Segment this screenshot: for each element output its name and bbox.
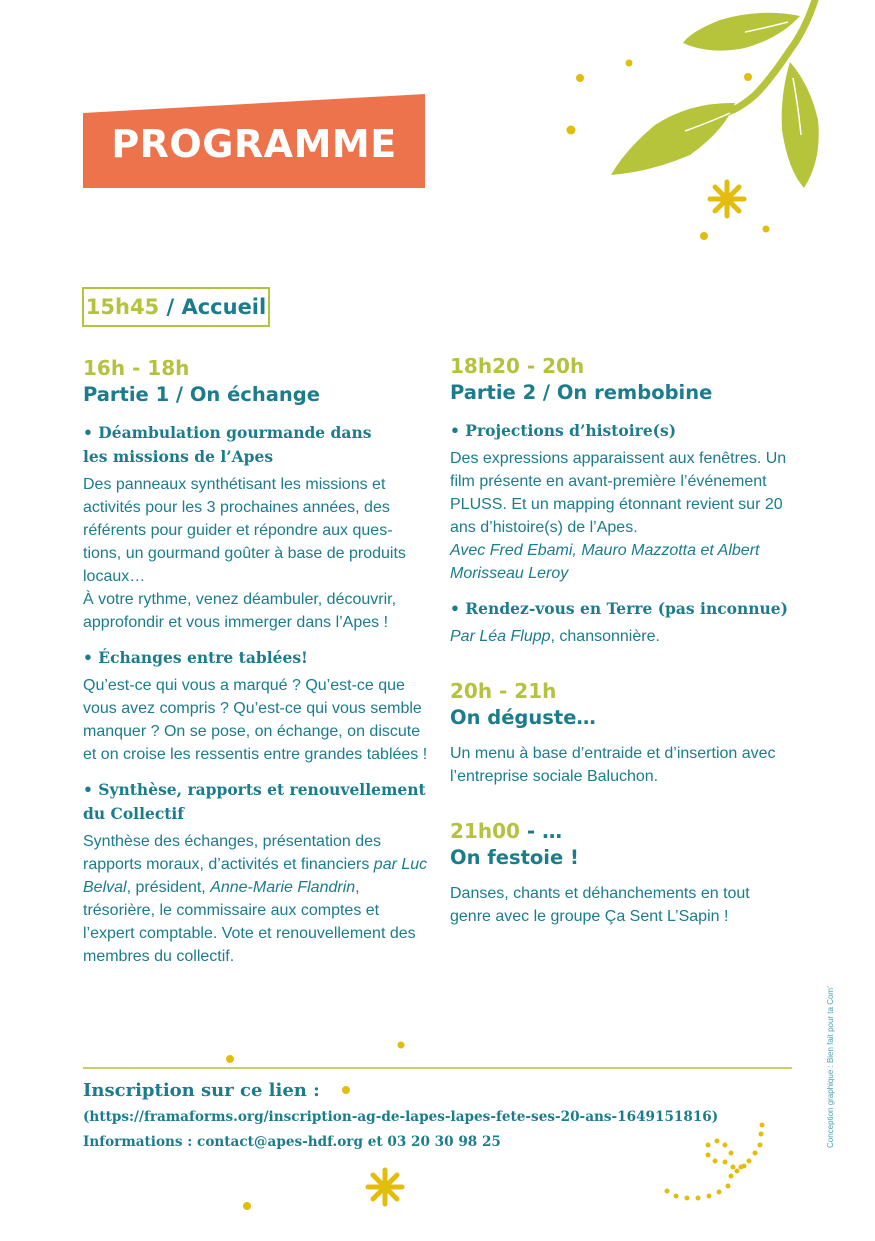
item-title: • Échanges entre tablées! bbox=[83, 648, 308, 667]
item-title: • Synthèse, rapports et renouvellement du Collectif bbox=[83, 780, 426, 823]
section-title: Partie 2 / On rembobine bbox=[450, 381, 713, 404]
programme-title-band bbox=[83, 94, 425, 188]
section-title: On festoie ! bbox=[450, 846, 579, 869]
time-slot: 20h - 21h bbox=[450, 679, 557, 703]
design-credit: Conception graphique : Bien fait pour ta Com’ bbox=[826, 986, 835, 1148]
item-body: Danses, chants et déhanchements en tout genre avec le groupe Ça Sent L’Sapin ! bbox=[450, 885, 750, 925]
leaf-branch-illustration bbox=[560, 0, 875, 250]
item-body: Qu’est-ce qui vous a marqué ? Qu’est-ce que vous avez compris ? Qu’est-ce qui vous semble manquer ? On se pose, on échange, on discute et on croise les ressentis entre grandes tablées ! bbox=[83, 677, 428, 763]
time-slot: 21h00 - … bbox=[450, 819, 563, 843]
time-slot: 16h - 18h bbox=[83, 356, 190, 380]
time-slot: 18h20 - 20h bbox=[450, 354, 585, 378]
item-title: • Rendez-vous en Terre (pas inconnue) bbox=[450, 599, 788, 618]
section-title: On déguste… bbox=[450, 706, 596, 729]
item-body: Des expressions apparaissent aux fenêtres. Un film présente en avant-première l’événement PLUSS. Et un mapping étonnant revient sur 20 ans d’histoire(s) de l’Apes. Avec Fred Ebami, Mauro Mazzotta et Albert Morisseau Leroy bbox=[450, 450, 787, 582]
item-title: • Projections d’histoire(s) bbox=[450, 421, 677, 440]
right-column bbox=[450, 353, 795, 928]
footer-divider bbox=[83, 1067, 792, 1069]
section-title: Partie 1 / On échange bbox=[83, 383, 320, 406]
item-body: Synthèse des échanges, présentation des rapports moraux, d’activités et financiers par Luc Belval, président, Anne-Marie Flandrin, trésorière, le commissaire aux comptes et l’expert comptable. Vote et renouvellement des membres du collectif. bbox=[83, 833, 428, 965]
registration-title: Inscription sur ce lien : bbox=[83, 1080, 320, 1101]
accueil-time: 15h45 bbox=[85, 295, 160, 319]
leaf-icon bbox=[683, 13, 800, 51]
item-body: Par Léa Flupp, chansonnière. bbox=[450, 628, 660, 645]
page-title: PROGRAMME bbox=[111, 122, 397, 166]
item-body: Des panneaux synthétisant les missions et activités pour les 3 prochaines années, des référents pour guider et répondre aux ques-tions, un gourmand goûter à base de produits locaux… À votre rythme, venez déambuler, découvrir, approfondir et vous immerger dans l’Apes ! bbox=[83, 476, 406, 631]
registration-link[interactable]: (https://framaforms.org/inscription-ag-de-lapes-lapes-fete-ses-20-ans-1649151816) bbox=[83, 1109, 719, 1125]
accueil-label: / Accueil bbox=[166, 295, 267, 319]
item-body: Un menu à base d’entraide et d’insertion avec l’entreprise sociale Baluchon. bbox=[450, 745, 776, 785]
dotted-swirl-icon bbox=[665, 1123, 765, 1201]
star-flower-icon bbox=[368, 1170, 402, 1204]
star-flower-icon bbox=[710, 182, 744, 216]
contact-info: Informations : contact@apes-hdf.org et 03 20 30 98 25 bbox=[83, 1134, 501, 1150]
item-title: • Déambulation gourmande dans les missions de l’Apes bbox=[83, 423, 372, 466]
accueil-box bbox=[82, 287, 270, 327]
left-column bbox=[83, 355, 428, 968]
leaf-icon bbox=[611, 103, 735, 175]
